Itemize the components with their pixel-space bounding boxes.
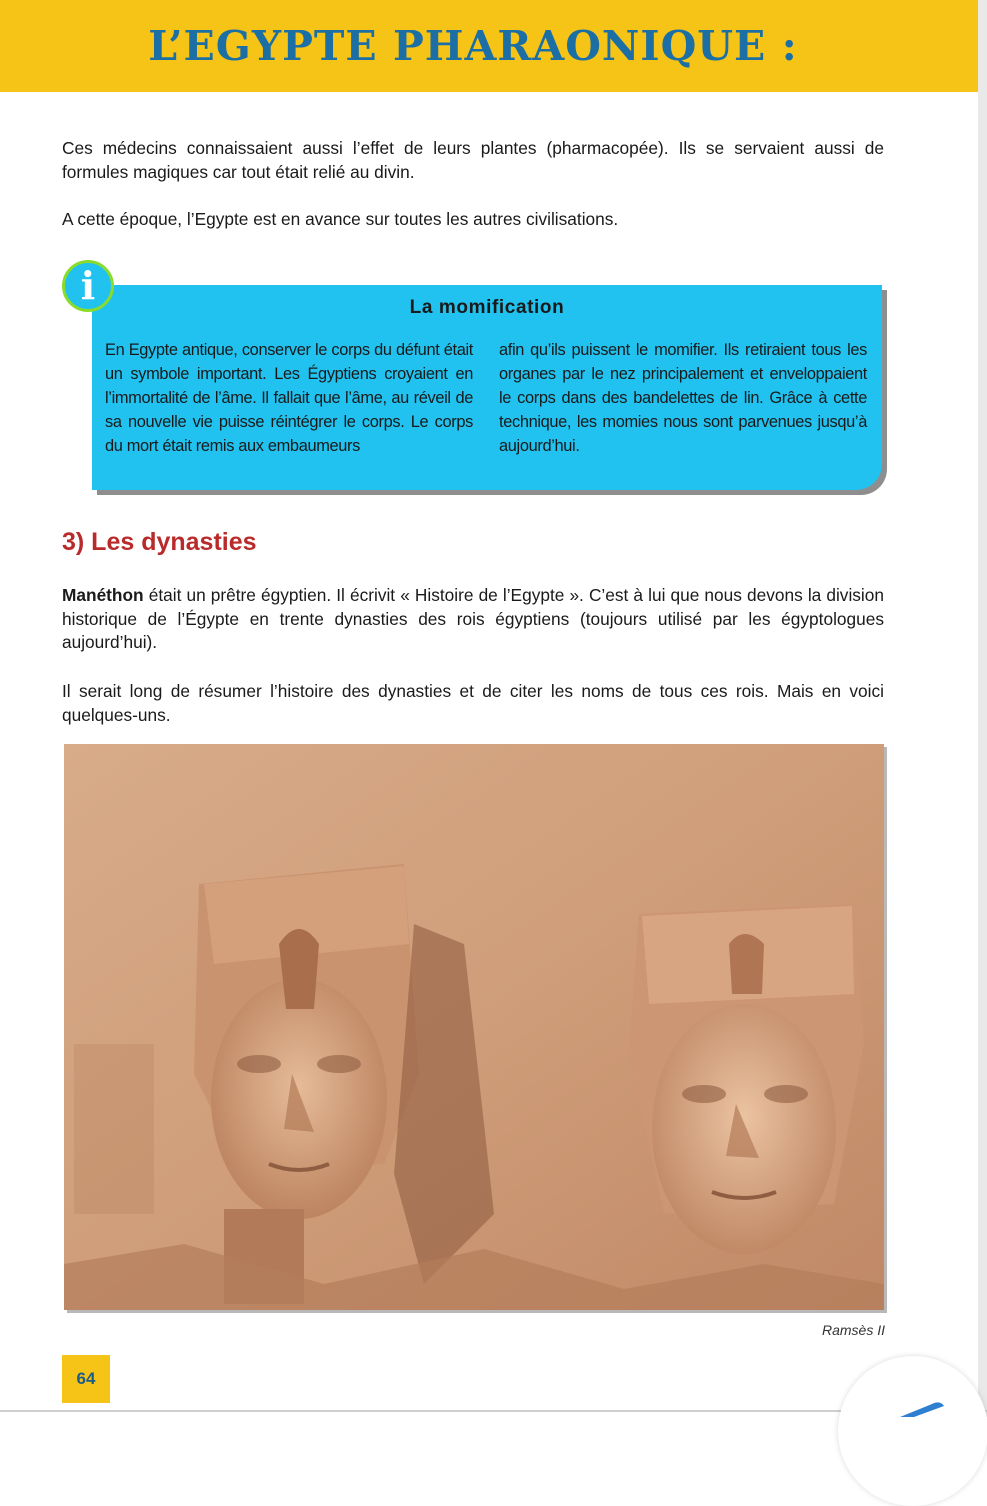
info-box-title: La momification bbox=[409, 297, 565, 318]
page-number: 64 bbox=[62, 1355, 110, 1403]
figure-caption: Ramsès II bbox=[821, 1322, 885, 1338]
page-edge bbox=[978, 0, 987, 1417]
section-paragraph-1-text: était un prêtre égyptien. Il écrivit « Histoire de l’Egypte ». C’est à lui que nous devons la division historique de l’Égypte en trente dynasties des rois égyptiens (toujours utilisé par les égyptologues aujourd’hui). bbox=[62, 585, 884, 652]
intro-paragraph-1: Ces médecins connaissaient aussi l’effet de leurs plantes (pharmacopée). Ils se servaient aussi de formules magiques car tout était relié au divin. bbox=[62, 138, 884, 182]
section-paragraph-2: Il serait long de résumer l’histoire des dynasties et de citer les noms de tous ces rois. Mais en voici quelques-uns. bbox=[62, 681, 884, 725]
info-box-right-column: afin qu’ils puissent le momifier. Ils retiraient tous les organes par le nez principalement et enveloppaient le corps dans des bandelettes de lin. Grâce à cette technique, les momies nous sont parvenues jusqu’à aujourd’hui. bbox=[499, 341, 867, 455]
manethon-bold: Manéthon bbox=[62, 585, 144, 605]
ramses-photo bbox=[64, 744, 884, 1310]
bottom-rule bbox=[0, 1410, 987, 1412]
section-paragraph-1 bbox=[62, 584, 884, 655]
page-title: L’EGYPTE PHARAONIQUE : bbox=[148, 22, 798, 70]
annotation-widget[interactable] bbox=[838, 1356, 987, 1506]
info-box-left-column: En Egypte antique, conserver le corps du défunt était un symbole important. Les Égyptiens croyaient en l’immortalité de l’âme. Il fallait que l’âme, au réveil de sa nouvelle vie puisse réintégrer le corps. Le corps du mort était remis aux embaumeurs bbox=[105, 341, 473, 455]
info-icon: i bbox=[62, 260, 114, 312]
intro-paragraph-2: A cette époque, l’Egypte est en avance sur toutes les autres civilisations. bbox=[62, 209, 619, 229]
section-heading: 3) Les dynasties bbox=[62, 528, 257, 556]
pen-icon[interactable] bbox=[898, 1398, 948, 1417]
